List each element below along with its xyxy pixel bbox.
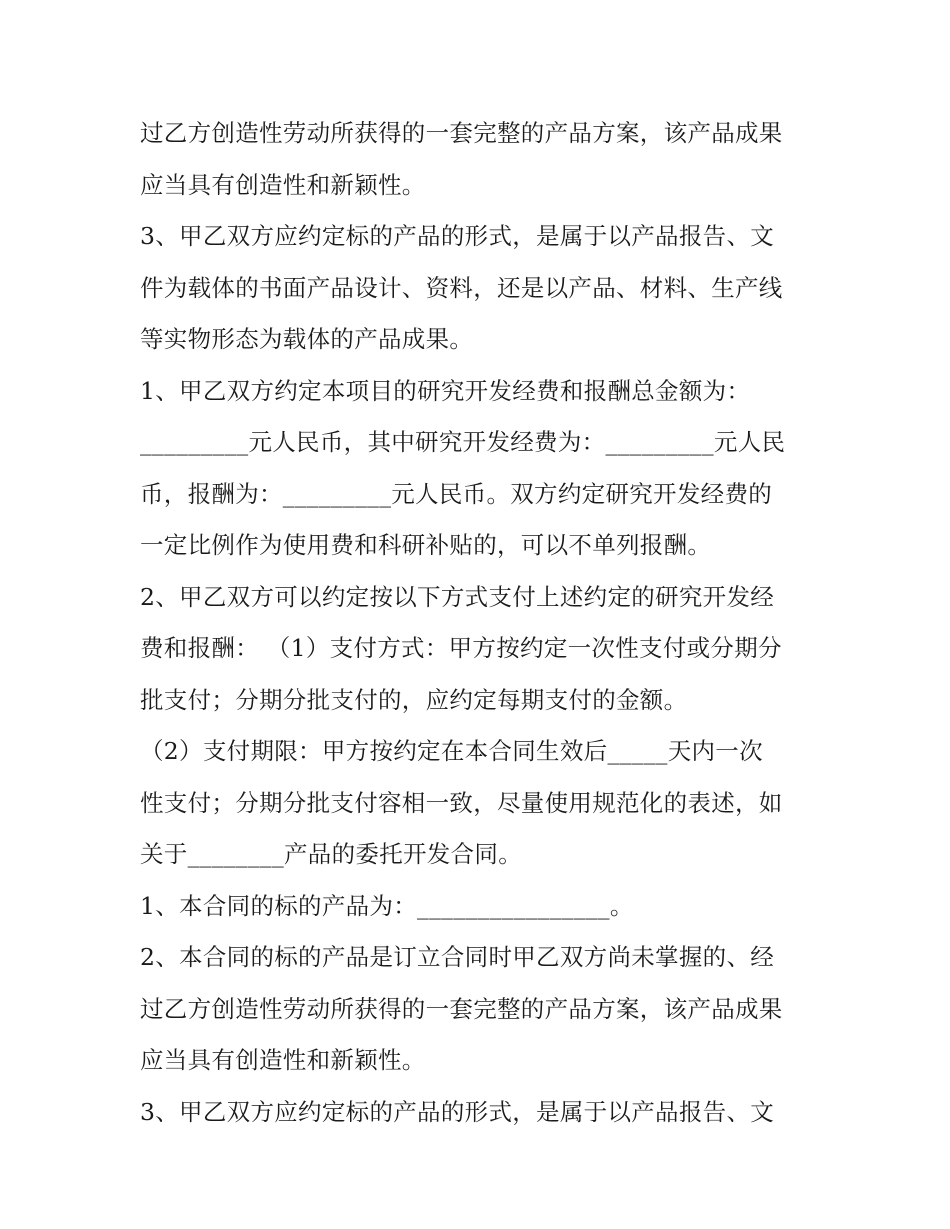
text-line: 2、本合同的标的产品是订立合同时甲乙双方尚未掌握的、经 <box>140 943 775 971</box>
text-line: （2）支付期限：甲方按约定在本合同生效后_____天内一次 <box>140 737 763 765</box>
text-line: 2、甲乙双方可以约定按以下方式支付上述约定的研究开发经 <box>140 582 775 611</box>
text-line: 1、甲乙双方约定本项目的研究开发经费和报酬总金额为： <box>140 376 751 405</box>
text-line: 等实物形态为载体的产品成果。 <box>140 325 474 353</box>
text-line: 关于________产品的委托开发合同。 <box>140 840 522 868</box>
text-line: 应当具有创造性和新颖性。 <box>140 170 426 199</box>
text-line: 过乙方创造性劳动所获得的一套完整的产品方案，该产品成果 <box>140 994 783 1023</box>
text-line: 件为载体的书面产品设计、资料，还是以产品、材料、生产线 <box>140 273 783 302</box>
text-line: 性支付；分期分批支付容相一致，尽量使用规范化的表述，如 <box>140 788 783 817</box>
text-line: 一定比例作为使用费和科研补贴的，可以不单列报酬。 <box>140 531 712 559</box>
text-line: 费和报酬： （1）支付方式：甲方按约定一次性支付或分期分 <box>140 634 782 662</box>
text-line: 批支付；分期分批支付的，应约定每期支付的金额。 <box>140 685 688 714</box>
text-line: 应当具有创造性和新颖性。 <box>140 1046 426 1074</box>
text-line: _________元人民币，其中研究开发经费为：_________元人民 <box>140 428 786 456</box>
text-line: 3、甲乙双方应约定标的产品的形式，是属于以产品报告、文 <box>140 222 775 250</box>
document-body <box>140 108 820 1138</box>
text-line: 3、甲乙双方应约定标的产品的形式，是属于以产品报告、文 <box>140 1097 775 1126</box>
text-line: 币，报酬为：_________元人民币。双方约定研究开发经费的 <box>140 479 773 508</box>
text-line: 过乙方创造性劳动所获得的一套完整的产品方案，该产品成果 <box>140 119 783 147</box>
text-line: 1、本合同的标的产品为：________________。 <box>140 891 634 920</box>
